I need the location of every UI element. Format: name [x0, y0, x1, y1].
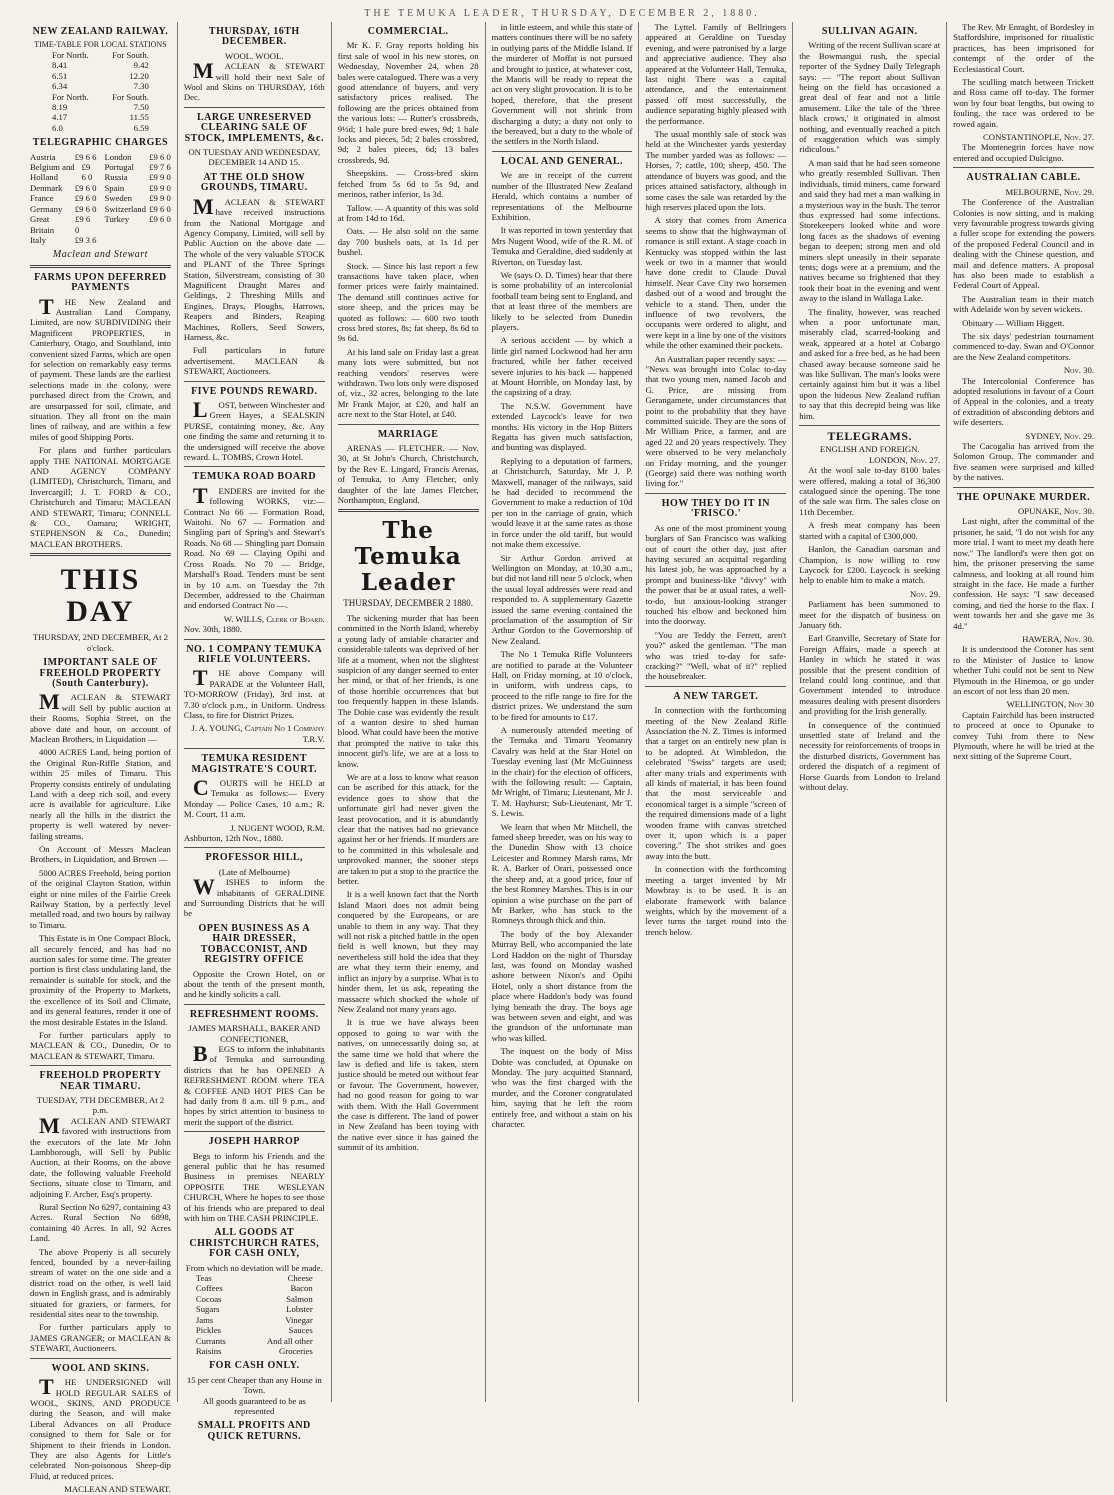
- charge-row: Belgium and Holland £9 6 0: [30, 162, 93, 183]
- this-day-heading: THIS DAY: [60, 563, 141, 629]
- col5-p1: The Lyttel. Family of Bellringers appeared at Geraldine on Tuesday evening, and were patronised by a large and appreciative audience. They also appeared at the Volunteer Hall, Temuka, last night There was a capital attendance, and the entertainment passed off most successfully, the audience separating highly pleased with the performance.: [645, 22, 787, 126]
- farms-heading: FARMS UPON DEFERRED PAYMENTS: [34, 271, 167, 294]
- freehold-contact: For further particulars apply to MACLEAN & CO., Dunedin, Or to MACLEAN & STEWART, Timaru.: [30, 1029, 171, 1061]
- charge-row: Russia £9 9 0: [104, 172, 171, 183]
- opunake-p2: It is understood the Coroner has sent to the Minister of Justice to know whether Tuhi could not be sent to New Plymouth in the Hinemoa, or go under an escort of not less than 20 men.: [953, 644, 1095, 696]
- leader-p3: It is a well known fact that the North Island Maori does not admit being conquered by the Europeans, or are unable to them in any way. That they will not risk a pitched battle in the open field is well known, but they may nevertheless still hold the idea that they are what they term their enemy, and inflict an injury by a surprise. What is to hinder them, let us ask, repeating the massacre which shocked the whole of New Zealand not many years ago.: [337, 889, 479, 1014]
- refreshment-heading: REFRESHMENT ROOMS.: [189, 1008, 319, 1020]
- rifle-volunteers-heading: NO. 1 COMPANY TEMUKA RIFLE VOLUNTEERS.: [186, 643, 323, 665]
- leader-p4: It is true we have always been opposed to going to war with the natives, on unnecessarily doing so, at the same time we hold that where the law is defied and life is taken, stern justice should be meted out without fear or favour. The Government, however, had no good reason for going to war with them. With the Hall Government the case is different. The land of power in New Zealand has been toying with the native ever since it has gained the summit of its ambition.: [337, 1017, 479, 1153]
- goods-row: Cocoas Salmon: [195, 1293, 313, 1304]
- telegrams-subheading: ENGLISH AND FOREIGN.: [819, 444, 920, 455]
- telegram-p4: Parliament has been summoned to meet for the dispatch of business on January 6th.: [799, 599, 941, 630]
- harrop-guarantee: All goods guaranteed to be as represented: [202, 1395, 306, 1416]
- professor-hill-footer: Opposite the Crown Hotel, on or about the tenth of the present month, and he kindly solicits a call.: [183, 968, 325, 1000]
- reward-heading: FIVE POUNDS REWARD.: [191, 385, 318, 397]
- marriage-notice: ARENAS — FLETCHER. — Nov. 30, at St John's Church, Christchurch, by the Rev E. Lingard, Francis Arenas, of Temuka, to Amy Fletcher, only daughter of the late James Fletcher, Northampton, England.: [337, 443, 479, 506]
- column-6: [793, 22, 947, 1402]
- wool-skins-signature: MACLEAN AND STEWART.: [64, 1484, 171, 1495]
- telegraphic-heading: TELEGRAPHIC CHARGES: [32, 137, 169, 149]
- goods-row: Coffees Bacon: [195, 1283, 313, 1294]
- goods-row: Pickles Sauces: [195, 1325, 313, 1336]
- timetable-row: 8.19 7.50: [52, 102, 149, 113]
- charge-row: Sweden £9 9 0: [104, 193, 171, 204]
- column-3: [332, 22, 486, 1402]
- wool-skins-body: THE UNDERSIGNED will HOLD REGULAR SALES of WOOL, SKINS, AND PRODUCE during the Season, and will make Liberal Advances on all Produce consigned to them for Sale or for Shipment to their friends in London. They are also Agents for Little's celebrated Non-poisonous Sheep-dip Fluid, at reduced prices.: [30, 1374, 171, 1481]
- freehold-5000: 5000 ACRES Freehold, being portion of the original Clayton Station, within eight or nine miles of the Fairlie Creek Railway Station, by a perfectly level metalled road, and two hours by railway to Timaru.: [30, 867, 171, 930]
- this-day-date: THURSDAY, 2ND DECEMBER, At 2 o'clock.: [32, 632, 169, 653]
- professor-hill-heading: PROFESSOR HILL,: [205, 852, 304, 864]
- goods-row: Jams Vinegar: [195, 1314, 313, 1325]
- dateline-sydney: SYDNEY, Nov. 29.: [1025, 430, 1095, 441]
- telegram-p2: A fresh meat company has been started with a capital of £300,000.: [799, 520, 941, 541]
- road-board-signature: W. WILLS, Clerk of Board.: [223, 613, 325, 624]
- harrop-cheaper: 15 per cent Cheaper than any House in Town.: [186, 1374, 322, 1396]
- column-5: [639, 22, 793, 1402]
- freehold-account: On Account of Messrs Maclean Brothers, in Liquidation, and Brown —: [30, 844, 171, 865]
- near-timaru-date: TUESDAY, 7TH DECEMBER, At 2 p.m.: [36, 1094, 165, 1116]
- road-board-body: TENDERS are invited for the following WORKS, viz:— Contract No 66 — Formation Road, Waitohi. No 67 — Formation and Singling part of Spring's and Stewart's Roads. No 68 — Shingling part Domain Road. No 69 — Claying Opihi and Cross Roads. No 70 — Bridge, Marshall's Road. Tenders must be sent in by 10 a.m. on Tuesday the 7th December, addressed to the Chairman and endorsed Contract No —.: [183, 482, 325, 611]
- dateline-london: LONDON, Nov. 27.: [868, 454, 941, 465]
- rifle-volunteers-signature: J. A. YOUNG, Captain No 1 Company T.R.V.: [191, 723, 325, 744]
- new-target-p2: In connection with the forthcoming meeting a target invented by Mr Mowbray is to be used. It is an elaborate framework with balance weights, which by the movement of a lever turns the target round into the trench below.: [645, 864, 787, 937]
- col5-p3: A story that comes from America seems to show that the highwayman of romance is still extant. A stage coach in Kentucky was stopped within the last week or two in a manner that would have done credit to Claude Duval himself. Near Cave City two horsemen dashed out of a wood and brought the vehicle to a stand. Then, under the influence of two revolvers, the occupants were ordered to alight, and were kept in a line by one of the visitors while the other examined their pockets.: [645, 215, 787, 351]
- column-4: [486, 22, 640, 1402]
- col7-p3: The Montenegrin forces have now entered and occupied Dulcigno.: [953, 142, 1095, 163]
- harrop-rates: ALL GOODS AT CHRISTCHURCH RATES, FOR CASH ONLY,: [189, 1227, 320, 1260]
- near-timaru-sections: Rural Section No 6297, containing 43 Acres. Rural Section No 6898, containing 40 Acres. In all, 92 Acres Land.: [30, 1202, 171, 1244]
- clearing-sale-venue: AT THE OLD SHOW GROUNDS, TIMARU.: [200, 171, 308, 194]
- frisco-heading: HOW THEY DO IT IN 'FRISCO.': [661, 497, 770, 520]
- goods-row: Raisins Groceries: [195, 1345, 313, 1356]
- telegram-p6: In consequence of the continued unsettled state of Ireland and the necessity for reinforcements of troops in the disturbed districts, Government has ordered the dispatch of a regiment of Horse Guards from London to Ireland without delay.: [799, 719, 941, 793]
- sullivan-p3: The finality, however, was reached when a poor unfortunate man, miserably clad, scarred-looking and weak, appeared at a hotel at Cobargo and asked for a free bed, as he had been chased away because someone said he was like Sullivan. The man's looks were certainly against him but it was a libel upon the hideous New Zealand ruffian to say that this decrepid being was like him.: [799, 306, 941, 421]
- rifle-volunteers-body: THE above Company will PARADE at the Volunteer Hall, TO-MORROW (Friday), 3rd inst. at 7.30 o'clock p.m., in Uniform. Undress Class, to fire for District Prizes.: [183, 665, 325, 720]
- column-2: [178, 22, 332, 1442]
- charge-row: London £9 6 0: [104, 151, 171, 162]
- commercial-p4: Oats. — He also sold on the same day 700 bushels oats, at 1s 1d per bushel.: [337, 226, 479, 258]
- dateline-nov30: Nov. 30.: [1063, 365, 1095, 376]
- near-timaru-contact: For further particulars apply to JAMES GRANGER; or MACLEAN & STEWART, Auctioneers.: [30, 1322, 171, 1354]
- charge-row: Spain £9 9 0: [104, 182, 171, 193]
- col7-p1: The Rev. Mr Enraght, of Bordesley in Staffordshire, imprisoned for ritualistic practices, has been imprisoned for contempt of the order of the Ecclesiastical Court.: [953, 22, 1095, 74]
- new-target-heading: A NEW TARGET.: [673, 690, 759, 702]
- wool-skins-heading: WOOL AND SKINS.: [51, 1362, 150, 1374]
- sullivan-p2: A man said that he had seen someone who greatly resembled Sullivan. Then individuals, timid miners, came forward and said they had met a man walking in a mysterious way in the bush. The terror thus expressed had some infections. Storekeepers looked white and wore long faces as the shadows of evening began to deepen; strong men and old miners slept uneasily in their separate tents; dogs were at a premium, and the natives became so frightened that they took their boat in the evening and went away to the island in Wallaga Lake.: [799, 157, 941, 304]
- charge-row: Italy £9 3 6: [30, 234, 97, 245]
- commercial-heading: COMMERCIAL.: [367, 26, 449, 37]
- wool-sale-body: MACLEAN & STEWART will hold their next Sale of Wool and Skins on THURSDAY, 16th Dec.: [183, 58, 325, 103]
- timetable-row: For North. For South.: [52, 91, 149, 102]
- wool-sale-heading: WOOL. WOOL.: [225, 50, 284, 61]
- harrop-body: Begs to inform his Friends and the general public that he has resumed Business in premises NEARLY OPPOSITE THE WESLEYAN CHURCH, Where he hopes to see those of his friends who are prepared to deal with him on THE CASH PRINCIPLE.: [183, 1150, 325, 1224]
- freehold-sale-heading: IMPORTANT SALE OF FREEHOLD PROPERTY (South Canterbury).: [39, 657, 162, 689]
- charge-row: Austria £9 6 6: [30, 151, 97, 162]
- harrop-cash-only: FOR CASH ONLY.: [209, 1360, 300, 1372]
- col5-p4: An Australian paper recently says: — "News was brought into Colac to-day that two young men, named Jacob and G. Price, are missing from Gerangamete, under circumstances that point to the probability that they have committed suicide. They are the sons of Mr William Price, a farmer, and are aged 22 and 20 years respectively. They were observed to be very melancholy on Friday morning, and the younger (George) said there was nothing worth living for.": [645, 353, 787, 489]
- local-p10: We learn that when Mr Mitchell, the famed sheep breeder, was on his way to the Dunedin Show with 13 choice Leicester and Romney Marsh rams, Mr R. A. Barker of Orari, possessed once the sheep and, at a good price, four of the best Romney Marshes. This is in our opinion a wise purchase on the part of Mr Barker, who has stuck to the Romneys through thick and thin.: [491, 821, 633, 926]
- column-7: [947, 22, 1100, 1402]
- clearing-sale-footer: Full particulars in future advertisement. MACLEAN & STEWART, Auctioneers.: [183, 345, 325, 377]
- clearing-sale-body: MACLEAN & STEWART have received instructions from the National Mortgage and Agency Company, Limited, will sell by Public Auction on the above date — The whole of the very valuable STOCK and PLANT of the Three Springs Station, Silverstream, consisting of 30 Magnificent Draught Mares and Geldings, 2 Threshing Mills and Engines, Drays, Ploughs, Harrows, Reapers and Binders, Reaping Machines, Rollers, Seed Sowers, Harness, &c.: [183, 193, 325, 342]
- frisco-p2: "You are Teddy the Ferrett, aren't you?" asked the gentleman. "The man who was tried to-day for safe-cracking?" "Well, what of it?" replied the housebreaker.: [645, 629, 787, 682]
- reward-body: LOST, between Winchester and Green Hayes, a SEALSKIN PURSE, containing money, &c. Any one finding the same and returning it to the undersigned will receive the above reward. L. TOMBS, Crown Hotel.: [183, 397, 325, 463]
- commercial-p3: Tallow. — A quantity of this was sold at from 14d to 16d.: [337, 202, 479, 223]
- leader-p2: We are at a loss to know what reason can be ascribed for this attack, for the evidence goes to show that the unfortunate girl had never given the least provocation, and it is abundantly clear that the natives had no grievance against her or her friends. If murders are to be committed in this wholesale and unprovoked manner, the sooner steps are taken to put a stop to the practice the better.: [337, 771, 479, 887]
- harrop-slogan: SMALL PROFITS AND QUICK RETURNS.: [197, 1420, 311, 1442]
- cable-p1: The Conference of the Australian Colonies is now sitting, and is making very favourable progress towards giving a fuller scope for extending the powers of the proposed Federal Council and in dealing with the Chinese question, and mail and defence matters. A proposal has also been made to establish a Federal Court of Appeal.: [953, 197, 1095, 291]
- near-timaru-detail: The above Property is all securely fenced, bounded by a never-failing stream of water on the one side and a district road on the other, is well laid down in English grass, and is admirably situated for graziers, or farmers, for residential sites near to the township.: [30, 1246, 171, 1320]
- dateline-hawera: HAWERA, Nov. 30.: [1022, 633, 1095, 644]
- charge-row: Denmark £9 6 0: [30, 182, 97, 193]
- refreshment-sub: JAMES MARSHALL, BAKER AND CONFECTIONER,: [188, 1023, 321, 1044]
- charge-row: Portugal £9 7 6: [104, 162, 171, 173]
- dateline-constantinople: CONSTANTINOPLE, Nov. 27.: [983, 132, 1095, 143]
- local-p1: We are in receipt of the current number of the Illustrated New Zealand Herald, which contains a number of representations of the Melbourne Exhibition.: [491, 170, 633, 222]
- near-timaru-heading: FREEHOLD PROPERTY NEAR TIMARU.: [39, 1070, 162, 1092]
- local-p7: Sir Arthur Gordon arrived at Wellington on Monday, at 10.30 a.m., but did not land till near 5 o'clock, when the usual loyal addresses were read and responded to. A supplementary Gazette issued the same evening contained the proclamation of the assumption of Sir Arthur Gordon to the Governorship of New Zealand.: [491, 552, 633, 646]
- dateline-wellington: WELLINGTON, Nov 30: [1006, 699, 1095, 710]
- commercial-p5: Stock. — Since his last report a few transactions have taken place, when former prices were fairly maintained. The demand still continues active for store sheep, and the prices may be quoted as follows: — 600 two tooth cross bred stores, 8s; fat sheep, 8s 6d to 9s 6d.: [337, 260, 479, 344]
- col5-p2: The usual monthly sale of stock was held at the Winchester yards yesterday The number yarded was as follows: — Horses, 7; cattle, 100; sheep, 450. The attendance of buyers was good, and the prices attained satisfactory, although in some cases the sale was retarded by the high reserves placed upon the lots.: [645, 129, 787, 212]
- col7-p2: The sculling match between Trickett and Ross came off to-day. The former won by four boat lengths, but owing to fouling, the race was ordered to be rowed again.: [953, 77, 1095, 129]
- newspaper-date: THURSDAY, DECEMBER 2 1880.: [343, 598, 474, 609]
- railway-timetable: [30, 50, 171, 133]
- professor-hill-sub: (Late of Melbourne): [218, 866, 290, 877]
- charge-row: France £9 6 0: [30, 193, 97, 204]
- timetable-row: For North. For South.: [52, 50, 149, 60]
- cable-p4: The six days' pedestrian tournament commenced to-day. Swan and O'Connor are the New Zealand competitors.: [953, 330, 1095, 362]
- magistrate-signature: J. NUGENT WOOD, R.M.: [230, 822, 325, 833]
- timetable-row: 4.17 11.55: [52, 112, 149, 123]
- local-p8: The No 1 Temuka Rifle Volunteers are notified to parade at the Volunteer Hall, on Friday morning, at 10 o'clock, in uniform, with undress caps, to proceed to the rifle range to fire for the district prizes. We understand the sum to be fired for amounts to £17.: [491, 649, 633, 722]
- advertiser-name: Maclean and Stewart: [52, 249, 148, 261]
- columns: [24, 22, 1100, 1495]
- column-1: [24, 22, 178, 1495]
- goods-row: Teas Cheese: [195, 1273, 313, 1284]
- farms-agents: For plans and further particulars apply THE NATIONAL MORTGAGE AND AGENCY COMPANY (LIMITED), Christchurch, Timaru, and Invercargill; J. T. FORD & CO., Christchurch and Timaru; MACLEAN AND STEWART, Timaru; CONNELL & CO., Oamaru; WRIGHT, STEPHENSON & Co., Dunedin; MACLEAN BROTHERS.: [30, 445, 171, 549]
- opunake-p3: Captain Fairchild has been instructed to proceed at once to Opunake to convey Tuhi from there to New Plymouth, where he will be tried at the next sitting of the Supreme Court.: [953, 709, 1095, 762]
- telegram-p3: Hanlon, the Canadian oarsman and Champion, is now willing to row Laycock for £200. Laycock is seeking help to enable him to make a match.: [799, 544, 941, 586]
- charge-row: Turkey £9 6 0: [104, 214, 171, 225]
- farms-body: THE New Zealand and Australian Land Company, Limited, are now SUBDIVIDING their Magnificent PROPERTIES, in Canterbury, Otago, and Southland, into convenient sized Farms, which are open for selection on remarkably easy terms of payment. These lands are the earliest selections made in the colony, were purchased direct from the Crown, and are unsurpassed for soil, climate, and situation. They all front on the main lines of railway, and are within a few miles of good Shipping Ports.: [30, 293, 171, 442]
- clearing-sale-heading: LARGE UNRESERVED CLEARING SALE OF STOCK, IMPLEMENTS, &c.: [184, 111, 324, 144]
- local-p6: Replying to a deputation of farmers, at Christchurch, Saturday, Mr J. P. Maxwell, manager of the railways, said he had decided to recommend the Government to make a reduction of 10d per ton in the carriage of grain, which would leave it at the same rates as those in force under the old tariff, but would not make them excessive.: [491, 455, 633, 550]
- freehold-sale-body: MACLEAN & STEWART will Sell by public auction at their Rooms, Sophia Street, on the above date and hour, on account of Maclean Brothers, in Liquidation —: [30, 689, 171, 744]
- local-p5: The N.S.W. Government have extended Laycock's leave for two months. His victory in the Hop Bitters Regatta has given much satisfaction, and bunting was displayed.: [491, 400, 633, 453]
- local-p12: The inquest on the body of Miss Dobie was concluded, at Opunake on Monday. The jury acquitted Stannard, who was the first charged with the murder, and the Coroner congratulated him, saying that he left the room entirely free, and without a stain on his character.: [491, 1046, 633, 1130]
- local-general-heading: LOCAL AND GENERAL.: [500, 155, 624, 167]
- local-p9: A numerously attended meeting of the Temuka and Timaru Yeomanry Cavalry was held at the Star Hotel on Tuesday evening last (Mr McGuinness in the chair) for the election of officers, with the following result: — Captain, Mr Wright, of Timaru; Lieutenant, Mr J. T. M. Hayhurst; Sub-Lieutenant, Mr T. S. Lewis.: [491, 725, 633, 819]
- railway-subheading: TIME-TABLE FOR LOCAL STATIONS: [34, 40, 167, 50]
- timetable-row: 6.0 6.59: [52, 122, 149, 133]
- frisco-p1: As one of the most prominent young burglars of San Francisco was walking out of court the other day, just after having secured an acquittal regarding his latest job, he was approached by a prompt and business-like "divvy" with the power that be at usual rates, a well-to-do, but anxious-looking stranger touched his elbow and beckoned him into the doorway.: [645, 522, 787, 627]
- sullivan-heading: SULLIVAN AGAIN.: [821, 26, 918, 37]
- magistrate-date: Ashburton, 12th Nov., 1880.: [183, 833, 283, 844]
- road-board-date: Nov. 30th, 1880.: [183, 624, 242, 635]
- leader-continued: in little esteem, and while this state of matters continues there will be no safety in outlying parts of the Middle Island. If the murderer of Moffat is not pursued and brought to justice, at whatever cost, the Maoris will be ready to repeat the act on very slight provocation. It is to be hoped, therefore, that the present Government will not shrink from discharging a duty; a duty not only to the bereaved, but a duty to the whole of the settlers in the North Island.: [491, 22, 633, 147]
- timetable-row: 6.51 12.20: [52, 70, 149, 81]
- dateline-nov29: Nov. 29.: [910, 588, 941, 599]
- professor-hill-business: OPEN BUSINESS AS A HAIR DRESSER, TOBACCONIST, AND REGISTRY OFFICE: [198, 922, 311, 966]
- timetable-row: 6.34 7.30: [52, 81, 149, 92]
- cable-p2: The Australian team in their match with Adelaide won by seven wickets.: [953, 293, 1095, 315]
- near-timaru-body: MACLEAN AND STEWART favored with instructions from the executors of the late Mr John Lambborough, will Sell by Public Auction, at their Rooms, on the above date, the following valuable Freehold Sections, situate close to Timaru, and adjoining F. Archer, Esq's property.: [30, 1112, 171, 1199]
- railway-heading: NEW ZEALAND RAILWAY.: [32, 26, 169, 37]
- road-board-heading: TEMUKA ROAD BOARD: [192, 471, 317, 483]
- sullivan-p1: Writing of the recent Sullivan scare at the Bowmangui rush, the special reporter of the Sydney Daily Telegraph says: — "The report about Sullivan being on the field has occasioned a great deal of fear and not a little amusement. Like the tale of the 'three black crows,' it originated in almost nothing, and eventually reached a pitch of exaggeration which was simply ridiculous.": [799, 40, 941, 155]
- opunake-p1: Last night, after the committal of the prisoner, he said, "I do not wish for any more trial. I want to meet my death here now." The landlord's were then got on him, the prisoner preserving the same calmness, and looking at all round him straight in the face. He made a further confession. He says: "I saw deceased coming, and tied the horse to the flax. I went towards her and she gave me 3s 4d.": [953, 516, 1095, 631]
- goods-row: Sugars Lobster: [195, 1304, 313, 1315]
- timetable-row: 8.41 9.42: [52, 60, 149, 71]
- local-p2: It was reported in town yesterday that Mrs Nugent Wood, wife of the R. M. of Temuka and Geraldine, died suddenly at Riverton, on Tuesday last.: [491, 225, 633, 267]
- cable-p5: The Intercolonial Conference has adopted resolutions in favour of a Court of Appeal in the colonies, and a treaty of extradition of absconding debtors and wife deserters.: [953, 375, 1095, 428]
- magistrate-body: COURTS will be HELD at Temuka as follows:— Every Monday — Police Cases, 10 a.m.; R. M. Court, 11 a.m.: [183, 775, 325, 820]
- local-p3: We (says O. D. Times) hear that there is some probability of an intercolonial football team being sent to England, and that at least three of the members are likely to be selected from Dunedin players.: [491, 269, 633, 332]
- magistrate-heading: TEMUKA RESIDENT MAGISTRATE'S COURT.: [191, 753, 318, 775]
- commercial-p6: At his land sale on Friday last a great many lots were submitted, but not reaching vendors' reserves were withdrawn. Two lots only were disposed of, viz., 32 acres, belonging to the late Mr Frank Major, at £20, and half an acre next to the Star Hotel, at £40.: [337, 346, 479, 420]
- marriage-heading: MARRIAGE: [377, 428, 439, 440]
- newspaper-title: The Temuka Leader: [354, 517, 462, 597]
- dateline-melbourne: MELBOURNE, Nov. 29.: [1005, 186, 1095, 197]
- harrop-deviation: From which no deviation will be made.: [185, 1262, 323, 1273]
- freehold-4000: 4000 ACRES Land, being portion of the Original Run-Riffle Station, and within 25 miles of Timaru. This Property consists entirely of undulating Land with a deep rich soil, and every acre is available for agriculture. Like nearly all the hills in the district the property is well watered by never-failing streams.: [30, 747, 171, 841]
- new-target-p1: In connection with the forthcoming meeting of the New Zealand Rifle Association the N. Z. Times is informed that a target on an entirely new plan is to be adopted. At Wimbledon, the celebrated "Swiss" targets are used; after many trials and experiments with all kinds of material, it has been found that the most serviceable and economical target is a simple "screen of the required dimensions made of a light wooden frame with canvas stretched over it, upon which is a paper covering." The shot strikes and goes away into the butt.: [645, 705, 787, 861]
- harrop-heading: JOSEPH HARROP: [208, 1136, 300, 1148]
- telegram-p1: At the wool sale to-day 8100 bales were offered, making a total of 36,300 catalogued since the opening. The tone of the sale was firm. The sales close on 11th December.: [799, 465, 941, 517]
- telegrams-heading: TELEGRAMS.: [827, 429, 913, 444]
- cable-p6: The Cacogalia has arrived from the Solomon Group. The commander and five seamen were surprised and killed by the natives.: [953, 441, 1095, 483]
- australian-cable-heading: AUSTRALIAN CABLE.: [966, 172, 1081, 184]
- clearing-sale-date: ON TUESDAY AND WEDNESDAY, DECEMBER 14 AND 15.: [188, 147, 321, 168]
- commercial-p1: Mr K. F. Gray reports holding his first sale of wool in his new stores, on Wednesday, November 24, when 28 bales were catalogued. There was a very good attendance of buyers, and very satisfactory prices realised. The following are the prices obtained from the various lots: — Rutter's crossbreds, 9½d; 1 bale pure bred ewes, 9d; 1 bale locks and pieces, 5d; 2 bales crossbred, 9d; 2 bales pieces, 6d; 13 bales crossbreds, 9d.: [337, 40, 479, 165]
- charge-row: Germany £9 6 0: [30, 203, 97, 214]
- masthead: THE TEMUKA LEADER, THURSDAY, DECEMBER 2, 1880.: [364, 8, 760, 19]
- commercial-p2: Sheepskins. — Cross-bred skins fetched from 5s 6d to 5s 9d, and merinos, rather inferior, 1s 3d.: [337, 168, 479, 200]
- goods-row: Currants And all other: [195, 1335, 313, 1346]
- charge-row: Great Britain £9 6 0: [30, 214, 91, 235]
- refreshment-body: BEGS to inform the inhabitants of Temuka and surrounding districts that he has OPENED A REFRESHMENT ROOM where TEA & COFFEE AND HOT PIES Can be had daily from 8 a.m. till 9 p.m., and hopes by strict attention to business to merit the support of the district.: [183, 1040, 325, 1127]
- charges-table: [30, 152, 171, 246]
- cable-p3: Obituary — William Higgett.: [962, 317, 1065, 328]
- telegram-p5: Earl Granville, Secretary of State for Foreign Affairs, made a speech at Hanley in which he stated it was possible that the present condition of Ireland could long continue, and that Government intended to introduce measures dealing with present disorders and providing for the Irish generally.: [799, 633, 941, 717]
- dateline-opunake: OPUNAKE, Nov. 30.: [1018, 506, 1095, 517]
- goods-list: [184, 1273, 325, 1356]
- wool-sale-date: THURSDAY, 16TH DECEMBER.: [208, 26, 300, 48]
- leader-p1: The sickening murder that has been committed in the North Island, whereby a young lady of amiable character and considerable talents was deprived of her life at a moment, when not the slightest suspicion of any danger seemed to enter her mind, or that of her friends, is one of those horrible occurrences that but too frequently happen in these Islands. The Dobie case was evidently the result of a wanton desire to shed human blood. What could have been the motive that prompted the native to take this innocent girl's life, we are at a loss to know.: [337, 612, 479, 769]
- professor-hill-body: WISHES to inform the inhabitants of GERALDINE and Surrounding Districts that he will be: [183, 874, 325, 919]
- freehold-estate: This Estate is in One Compact Block, all securely fenced, and has had no auction sales for some time. The greater portion is first class undulating land, the remainder is suitable for stock, and the proximity of the Property to Markets, the excellence of its Soil and Climate, and its general features, render it one of the most desirable Estates in the Island.: [30, 933, 171, 1027]
- opunake-heading: THE OPUNAKE MURDER.: [957, 491, 1091, 503]
- local-p4: A serious accident — by which a little girl named Lockwood had her arm fractured, while her father received severe injuries to his back — happened at Mount Horrible, on Monday last, by the capsizing of a dray.: [491, 335, 633, 398]
- charge-row: Switzerland £9 6 0: [104, 203, 171, 214]
- local-p11: The body of the boy Alexander Murray Bell, who accompanied the late Lord Haddon on the night of Thursday last, was found on Monday washed ashore between Nixon's and Opihi Hotel, only a short distance from the place where Haddon's body was found lying beneath the dray. The boys age was between seven and eight, and was the grandson of the unfortunate man who was killed.: [491, 928, 633, 1043]
